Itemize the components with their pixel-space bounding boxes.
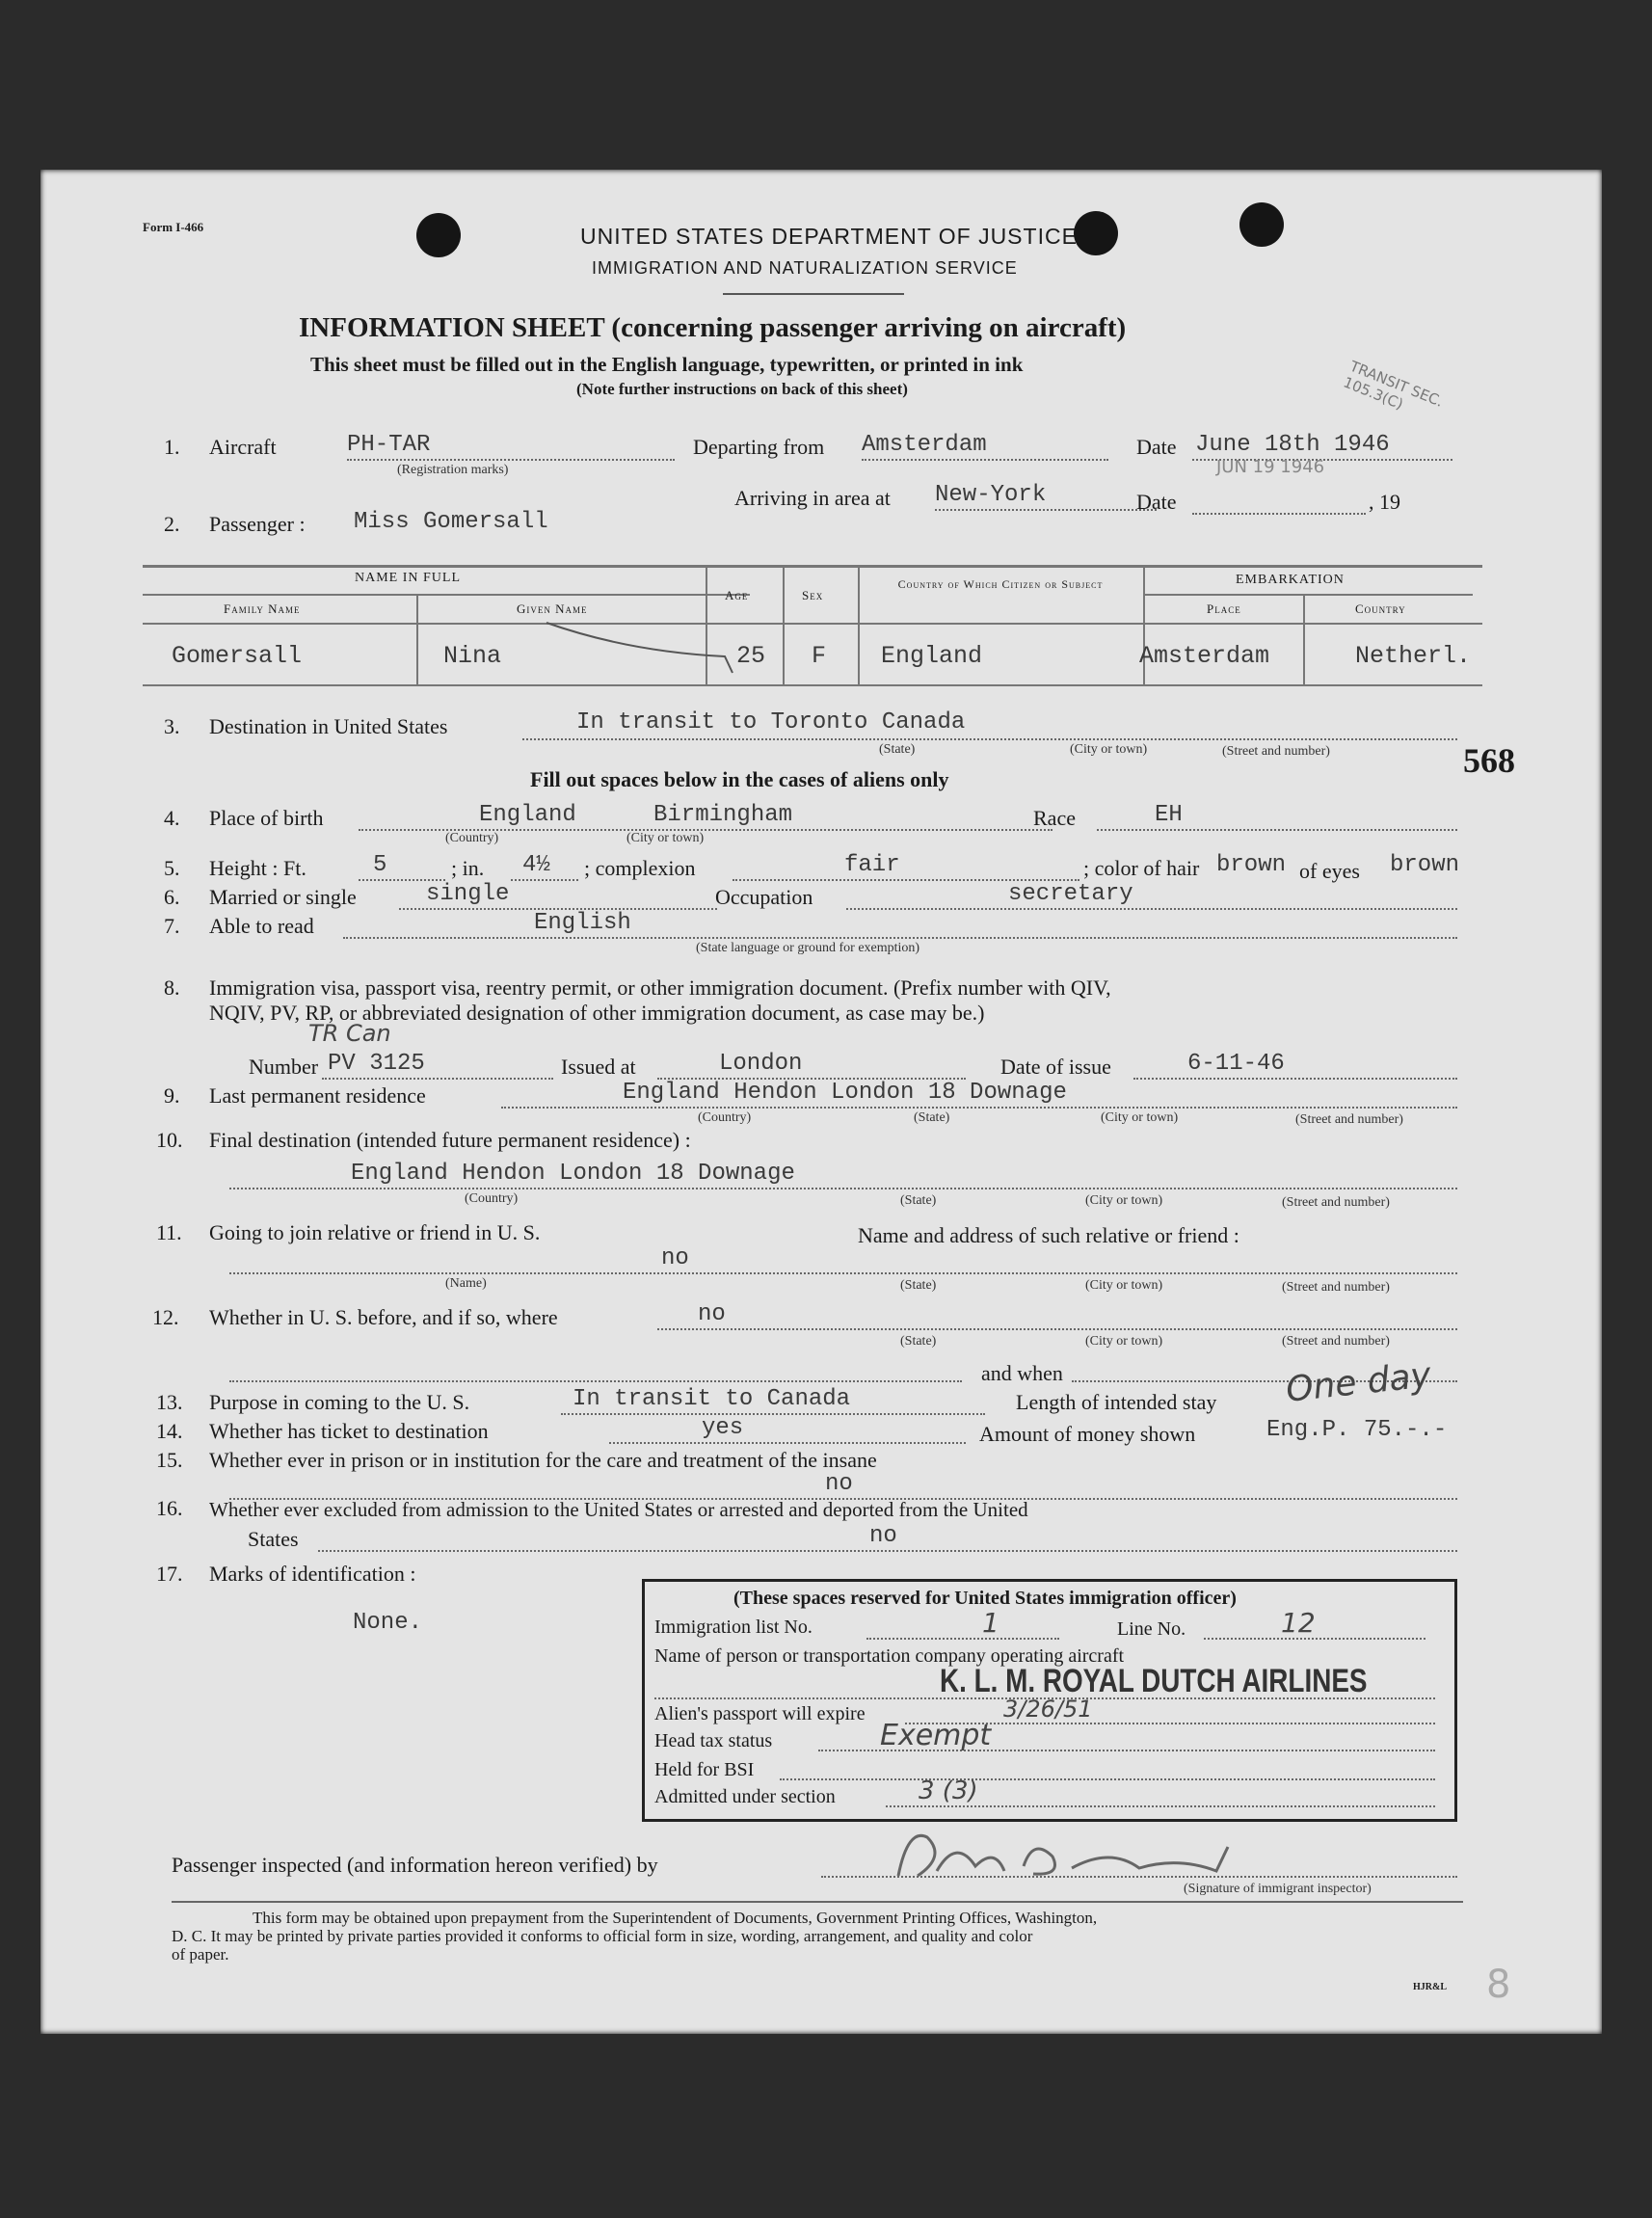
excluded-label-line1: Whether ever excluded from admission to the United States or arrested and deported from the United [209, 1498, 1028, 1521]
family-name-header: Family Name [224, 601, 301, 616]
item-number: 6. [164, 885, 180, 909]
punch-hole [1239, 202, 1284, 247]
company-value: K. L. M. ROYAL DUTCH AIRLINES [940, 1663, 1368, 1699]
pen-stroke [542, 613, 744, 681]
read-value: English [534, 910, 631, 936]
caption-city: (City or town) [1085, 1193, 1163, 1208]
list-label: Immigration list No. [654, 1617, 813, 1638]
race-label: Race [1033, 806, 1076, 830]
signature-caption: (Signature of immigrant inspector) [1184, 1882, 1372, 1896]
birth-label: Place of birth [209, 806, 324, 830]
destination-label: Destination in United States [209, 714, 448, 738]
join-value: no [661, 1245, 689, 1271]
birth-country-value: England [479, 802, 576, 828]
item-number: 9. [164, 1083, 180, 1108]
name-in-full-header: NAME IN FULL [355, 571, 461, 585]
item-number: 4. [164, 806, 180, 830]
eyes-label: of eyes [1299, 859, 1360, 883]
arriving-value: New-York [935, 482, 1047, 508]
relative-label: Name and address of such relative or friend : [858, 1223, 1239, 1247]
caption-city: (City or town) [626, 831, 705, 845]
purpose-value: In transit to Canada [573, 1386, 851, 1412]
residence-value: England Hendon London 18 Downage [623, 1080, 1067, 1106]
aircraft-caption: (Registration marks) [397, 463, 509, 477]
head-tax-label: Head tax status [654, 1730, 773, 1751]
sheet-note: (Note further instructions on back of this sheet) [576, 380, 908, 398]
caption-country: (Country) [465, 1191, 519, 1206]
visa-text-line2: NQIV, PV, RP, or abbreviated designation of other immigration document, as case may be.) [209, 1001, 985, 1025]
item-number: 15. [156, 1448, 183, 1472]
issued-label: Issued at [561, 1055, 636, 1079]
embark-country-cell: Netherl. [1355, 642, 1472, 670]
height-in-value: 4½ [522, 852, 550, 878]
arriving-label: Arriving in area at [734, 486, 891, 510]
passenger-value: Miss Gomersall [354, 509, 548, 535]
visa-text-line1: Immigration visa, passport visa, reentry permit, or other immigration document. (Prefix number with QIV, [209, 975, 1111, 1000]
punch-hole [416, 213, 461, 257]
final-destination-label: Final destination (intended future permanent residence) : [209, 1128, 691, 1152]
issued-value: London [719, 1051, 803, 1077]
sex-header: Sex [802, 588, 824, 602]
sheet-title: INFORMATION SHEET (concerning passenger arriving on aircraft) [299, 312, 1127, 343]
citizen-cell: England [881, 642, 983, 670]
before-label: Whether in U. S. before, and if so, where [209, 1305, 558, 1329]
inches-label: ; in. [451, 856, 485, 880]
caption-city: (City or town) [1070, 742, 1148, 757]
footer-rule [172, 1901, 1463, 1903]
ticket-value: yes [702, 1415, 744, 1441]
form-sheet [40, 170, 1602, 2034]
ticket-label: Whether has ticket to destination [209, 1419, 489, 1443]
hair-label: ; color of hair [1083, 856, 1200, 880]
join-label: Going to join relative or friend in U. S. [209, 1220, 541, 1244]
prison-value: no [825, 1471, 853, 1497]
caption-country: (Country) [698, 1110, 752, 1125]
item-number: 10. [156, 1128, 183, 1152]
fine-print-line3: of paper. [172, 1945, 229, 1964]
sex-cell: F [812, 642, 827, 670]
excluded-label-line2: States [248, 1527, 299, 1551]
head-tax-value: Exempt [880, 1719, 992, 1752]
residence-label: Last permanent residence [209, 1083, 426, 1108]
date-value: June 18th 1946 [1195, 432, 1390, 458]
caption-state: (State) [900, 1278, 937, 1293]
caption-street: (Street and number) [1282, 1280, 1390, 1295]
item-number: 16. [156, 1496, 183, 1520]
marks-value: None. [353, 1610, 423, 1636]
caption-state: (State) [900, 1334, 937, 1349]
line-value: 12 [1281, 1607, 1316, 1639]
family-name-cell: Gomersall [172, 642, 303, 670]
service-title: IMMIGRATION AND NATURALIZATION SERVICE [592, 258, 1018, 278]
item-number: 7. [164, 914, 180, 938]
eyes-value: brown [1390, 852, 1460, 878]
caption-state: (State) [900, 1193, 937, 1208]
caption-name: (Name) [445, 1276, 487, 1291]
punch-hole [1074, 211, 1118, 255]
company-label: Name of person or transportation company operating aircraft [654, 1645, 1125, 1667]
prison-label: Whether ever in prison or in institution for the care and treatment of the insane [209, 1448, 877, 1472]
date-stamp: JUN 19 1946 [1216, 457, 1325, 477]
item-number: 5. [164, 856, 180, 880]
passport-label: Alien's passport will expire [654, 1703, 866, 1724]
number-value: PV 3125 [328, 1051, 425, 1077]
transit-stamp: TRANSIT SEC. 105.3(C) [1341, 357, 1446, 414]
fine-print-line2: D. C. It may be printed by private parties provided it conforms to official form in size, wording, arrangement, and quality and color [172, 1927, 1033, 1945]
occupation-value: secretary [1008, 881, 1133, 907]
departing-value: Amsterdam [862, 432, 987, 458]
sheet-subtitle: This sheet must be filled out in the English language, typewritten, or printed in ink [310, 353, 1024, 376]
caption-city: (City or town) [1101, 1110, 1179, 1125]
item-number: 2. [164, 512, 180, 536]
birth-city-value: Birmingham [653, 802, 793, 828]
inspected-label: Passenger inspected (and information hereon verified) by [172, 1853, 658, 1877]
when-label: and when [981, 1361, 1063, 1385]
bsi-label: Held for BSI [654, 1759, 755, 1780]
agency-title: UNITED STATES DEPARTMENT OF JUSTICE [580, 224, 1078, 249]
before-value: no [698, 1301, 726, 1327]
issue-date-label: Date of issue [1000, 1055, 1111, 1079]
date2-label: Date [1136, 490, 1177, 514]
form-number: Form I-466 [143, 220, 204, 234]
section-label: Admitted under section [654, 1786, 836, 1807]
stay-value: One day [1284, 1355, 1433, 1410]
passport-value: 3/26/51 [1003, 1696, 1093, 1723]
complexion-value: fair [844, 852, 900, 878]
date2-year: , 19 [1369, 490, 1400, 514]
hair-value: brown [1216, 852, 1287, 878]
embark-place-cell: Amsterdam [1139, 642, 1270, 670]
item-number: 8. [164, 975, 180, 1000]
date-label: Date [1136, 435, 1177, 459]
header-rule [723, 293, 904, 295]
married-value: single [426, 881, 510, 907]
item-number: 14. [156, 1419, 183, 1443]
occupation-label: Occupation [715, 885, 813, 909]
caption-state: (State) [914, 1110, 950, 1125]
complexion-label: ; complexion [584, 856, 696, 880]
caption-country: (Country) [445, 831, 499, 845]
aliens-only-heading: Fill out spaces below in the cases of aliens only [530, 767, 949, 791]
read-label: Able to read [209, 914, 314, 938]
fine-print-line1: This form may be obtained upon prepayment from the Superintendent of Documents, Government Printing Offices, Washington, [253, 1909, 1098, 1927]
caption-street: (Street and number) [1222, 744, 1330, 759]
officer-box [642, 1579, 1457, 1822]
list-value: 1 [982, 1607, 999, 1639]
country-header: Country [1355, 601, 1406, 616]
item-number: 17. [156, 1562, 183, 1586]
passenger-label: Passenger : [209, 512, 306, 536]
item-number: 1. [164, 435, 180, 459]
visa-handwritten: TR Can [308, 1020, 391, 1047]
caption-street: (Street and number) [1295, 1112, 1403, 1127]
married-label: Married or single [209, 885, 357, 909]
caption-city: (City or town) [1085, 1278, 1163, 1293]
final-destination-value: England Hendon London 18 Downage [351, 1161, 795, 1187]
number-label: Number [249, 1055, 319, 1079]
age-cell: 25 [736, 642, 766, 670]
aircraft-value: PH-TAR [347, 432, 431, 458]
officer-box-title: (These spaces reserved for United States immigration officer) [733, 1588, 1237, 1609]
embarkation-header: EMBARKATION [1236, 573, 1345, 587]
caption-street: (Street and number) [1282, 1195, 1390, 1210]
money-label: Amount of money shown [979, 1422, 1196, 1446]
line-label: Line No. [1117, 1618, 1186, 1640]
aircraft-label: Aircraft [209, 435, 277, 459]
height-label: Height : Ft. [209, 856, 306, 880]
caption-street: (Street and number) [1282, 1334, 1390, 1349]
purpose-label: Purpose in coming to the U. S. [209, 1390, 470, 1414]
age-header: Age [725, 588, 749, 602]
caption-state: (State) [879, 742, 916, 757]
read-caption: (State language or ground for exemption) [696, 941, 920, 955]
money-value: Eng.P. 75.-.- [1266, 1417, 1448, 1443]
corner-mark: 8 [1486, 1963, 1511, 2007]
marks-label: Marks of identification : [209, 1562, 416, 1586]
section-value: 3 (3) [919, 1777, 978, 1805]
departing-label: Departing from [693, 435, 825, 459]
citizen-header: Country of Which Citizen or Subject [897, 577, 1104, 591]
printer-code: HJR&L [1413, 1982, 1447, 1992]
given-name-header: Given Name [517, 601, 588, 616]
item-number: 3. [164, 714, 180, 738]
destination-value: In transit to Toronto Canada [576, 709, 966, 735]
item-number: 12. [152, 1305, 179, 1329]
race-value: EH [1155, 802, 1183, 828]
item-number: 13. [156, 1390, 183, 1414]
issue-date-value: 6-11-46 [1187, 1051, 1285, 1077]
page-number: 568 [1463, 741, 1515, 780]
item-number: 11. [156, 1220, 182, 1244]
excluded-value: no [869, 1523, 897, 1549]
stay-label: Length of intended stay [1016, 1390, 1217, 1414]
height-ft-value: 5 [373, 852, 387, 878]
place-header: Place [1207, 601, 1241, 616]
given-name-cell: Nina [443, 642, 502, 670]
caption-city: (City or town) [1085, 1334, 1163, 1349]
